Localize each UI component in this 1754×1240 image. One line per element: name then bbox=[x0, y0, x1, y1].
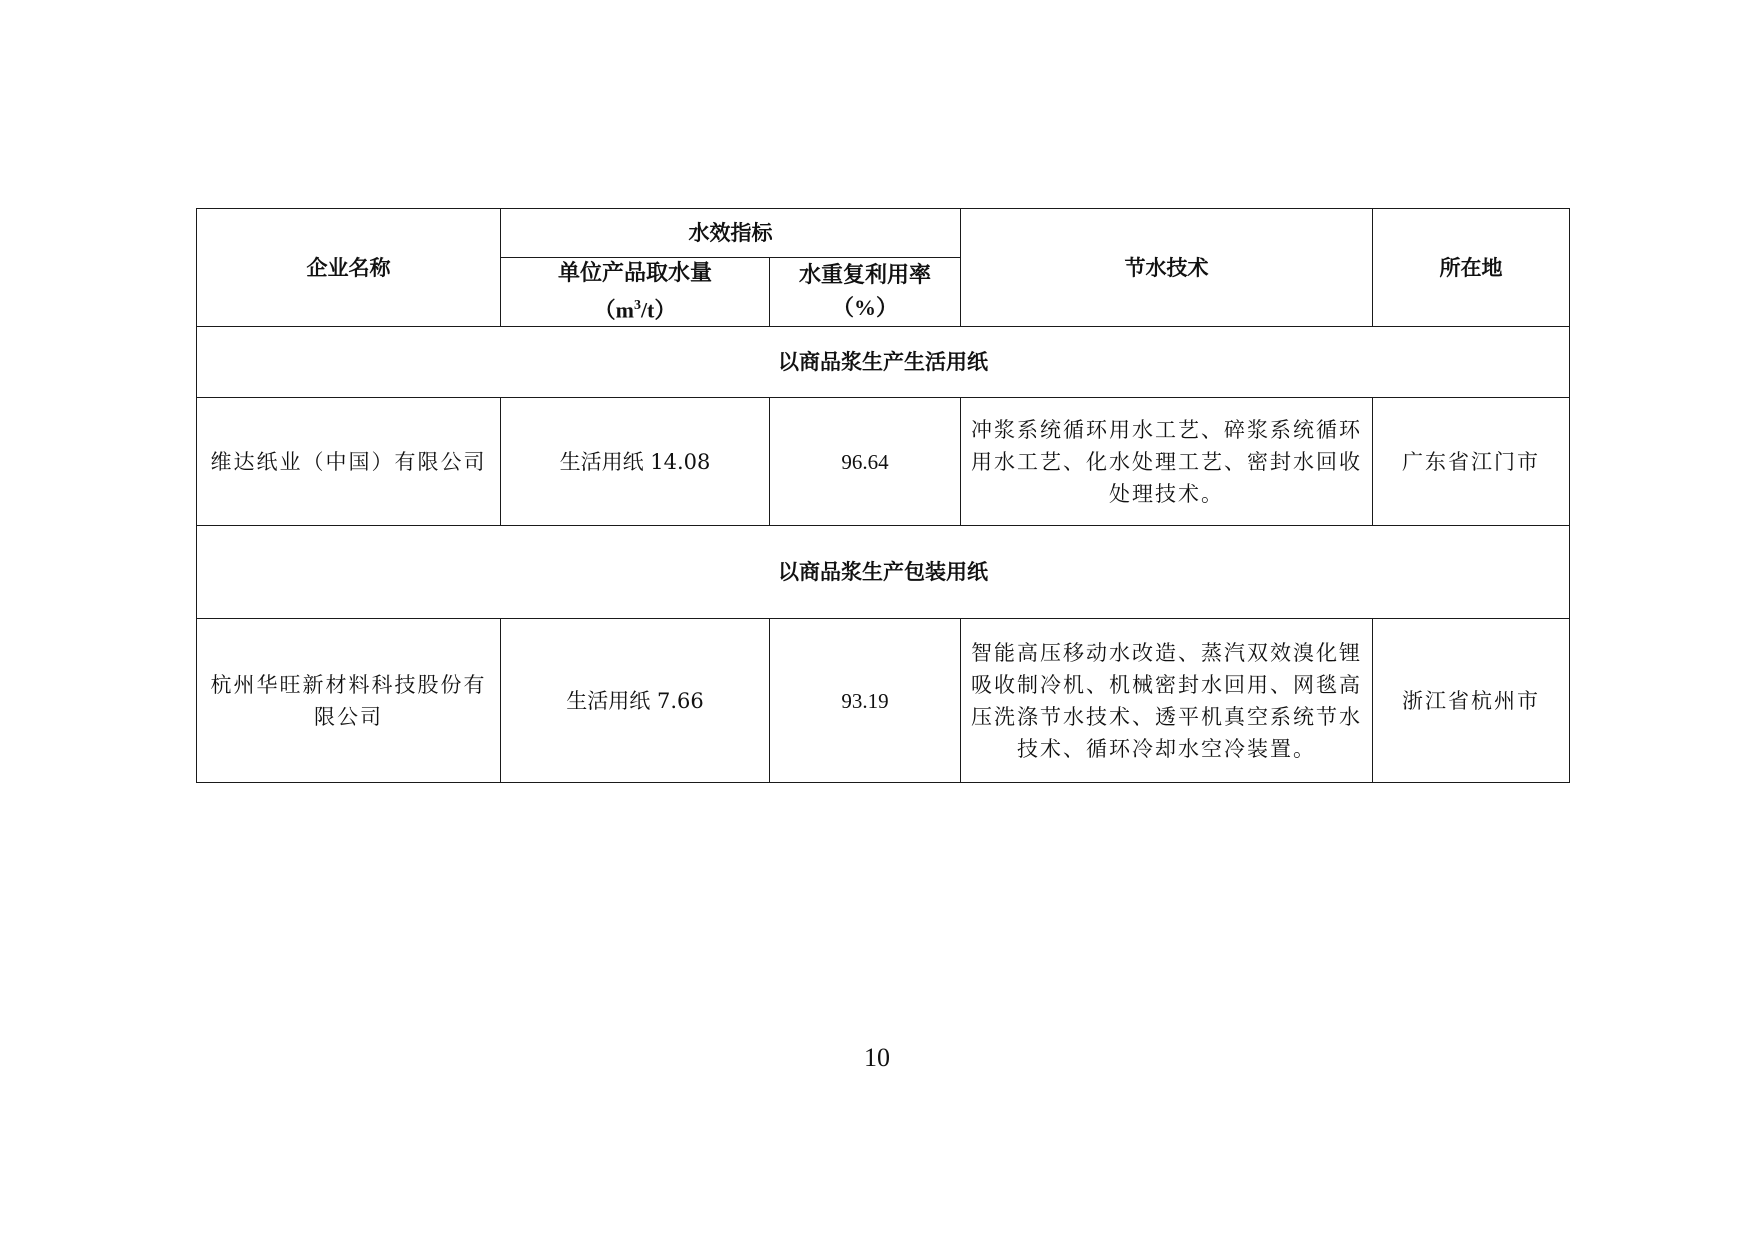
header-water-efficiency: 水效指标 bbox=[501, 209, 961, 258]
page-number: 10 bbox=[864, 1043, 890, 1072]
header-unit-water bbox=[501, 258, 770, 327]
header-reuse-rate bbox=[770, 258, 961, 327]
header-unit-water-unit: $(m^3/t)$ bbox=[593, 297, 677, 323]
table-row bbox=[197, 619, 1570, 783]
header-reuse-rate-unit: （%） bbox=[831, 295, 898, 321]
company-cell: 维达纸业（中国）有限公司 bbox=[197, 398, 501, 526]
reuse-rate-cell: 93.19 bbox=[770, 619, 961, 783]
unit-water-cell: 生活用纸 7.66 bbox=[501, 619, 770, 783]
company-cell: 杭州华旺新材料科技股份有限公司 bbox=[197, 619, 501, 783]
water-efficiency-table bbox=[196, 208, 1570, 783]
category-row bbox=[197, 327, 1570, 398]
header-row-1 bbox=[197, 209, 1570, 258]
header-company: 企业名称 bbox=[197, 209, 501, 327]
location-cell: 浙江省杭州市 bbox=[1373, 619, 1570, 783]
category-label: 以商品浆生产生活用纸 bbox=[197, 327, 1570, 398]
unit-water-cell: 生活用纸 14.08 bbox=[501, 398, 770, 526]
location-cell: 广东省江门市 bbox=[1373, 398, 1570, 526]
header-technology: 节水技术 bbox=[961, 209, 1373, 327]
reuse-rate-cell: 96.64 bbox=[770, 398, 961, 526]
technology-cell: 智能高压移动水改造、蒸汽双效溴化锂吸收制冷机、机械密封水回用、网毯高压洗涤节水技术、透平机真空系统节水技术、循环冷却水空冷装置。 bbox=[961, 619, 1373, 783]
category-label: 以商品浆生产包装用纸 bbox=[197, 526, 1570, 619]
category-row bbox=[197, 526, 1570, 619]
technology-cell: 冲浆系统循环用水工艺、碎浆系统循环用水工艺、化水处理工艺、密封水回收处理技术。 bbox=[961, 398, 1373, 526]
header-unit-water-label: 单位产品取水量 bbox=[557, 261, 712, 286]
header-location: 所在地 bbox=[1373, 209, 1570, 327]
header-reuse-rate-label: 水重复利用率 bbox=[798, 263, 931, 289]
table-row bbox=[197, 398, 1570, 526]
